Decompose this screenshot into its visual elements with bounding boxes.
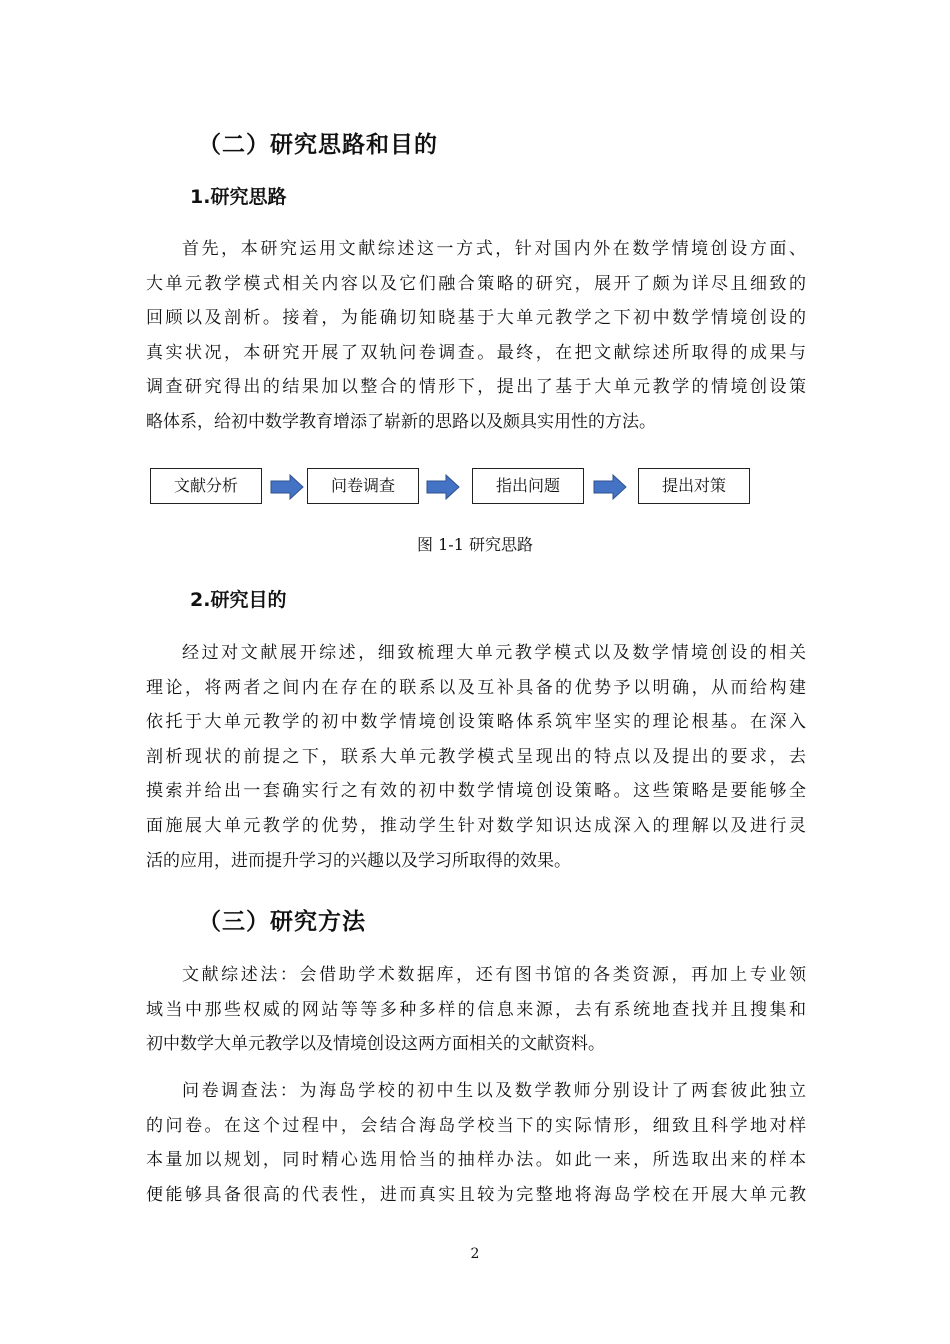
page-number: 2 <box>470 1246 480 1262</box>
subsection-heading-research-idea: 1.研究思路 <box>190 186 287 208</box>
figure-caption: 图 1-1 研究思路 <box>417 535 533 554</box>
text-line: 面施展大单元教学的优势，推动学生针对数学知识达成深入的理解以及进行灵 <box>146 815 806 836</box>
research-flow-diagram <box>150 468 750 506</box>
text-line: 活的应用，进而提升学习的兴趣以及学习所取得的效果。 <box>146 850 571 871</box>
text-line: 剖析现状的前提之下，联系大单元教学模式呈现出的特点以及提出的要求，去 <box>146 746 806 767</box>
text-line: 回顾以及剖析。接着，为能确切知晓基于大单元教学之下初中数学情境创设的 <box>146 308 806 329</box>
paragraph-research-idea <box>146 232 806 440</box>
text-line: 便能够具备很高的代表性，进而真实且较为完整地将海岛学校在开展大单元教 <box>146 1184 806 1205</box>
arrow-right-icon <box>593 474 627 500</box>
arrow-right-icon <box>270 474 304 500</box>
text-line: 依托于大单元教学的初中数学情境创设策略体系筑牢坚实的理论根基。在深入 <box>146 712 806 733</box>
text-line: 略体系，给初中数学教育增添了崭新的思路以及颇具实用性的方法。 <box>146 411 656 432</box>
text-line: 域当中那些权威的网站等等多种多样的信息来源，去有系统地查找并且搜集和 <box>146 999 806 1020</box>
text-line: 摸索并给出一套确实行之有效的初中数学情境创设策略。这些策略是要能够全 <box>146 781 806 802</box>
text-line: 理论，将两者之间内在存在的联系以及互补具备的优势予以明确，从而给构建 <box>146 677 806 698</box>
flow-step-identify-problems: 指出问题 <box>472 468 584 504</box>
flow-step-literature-analysis: 文献分析 <box>150 468 262 504</box>
text-line: 问卷调查法：为海岛学校的初中生以及数学教师分别设计了两套彼此独立 <box>182 1081 806 1101</box>
paragraph-questionnaire-method <box>146 1074 806 1212</box>
text-line: 经过对文献展开综述，细致梳理大单元教学模式以及数学情境创设的相关 <box>182 643 806 663</box>
text-line: 大单元教学模式相关内容以及它们融合策略的研究，展开了颇为详尽且细致的 <box>146 273 806 294</box>
subsection-heading-research-purpose: 2.研究目的 <box>190 589 287 611</box>
section-heading-3: （三）研究方法 <box>198 909 366 935</box>
text-line: 初中数学大单元教学以及情境创设这两方面相关的文献资料。 <box>146 1034 605 1055</box>
section-heading-2: （二）研究思路和目的 <box>198 132 438 158</box>
flow-step-propose-solutions: 提出对策 <box>638 468 750 504</box>
text-line: 调查研究得出的结果加以整合的情形下，提出了基于大单元教学的情境创设策 <box>146 377 806 398</box>
text-line: 本量加以规划，同时精心选用恰当的抽样办法。如此一来，所选取出来的样本 <box>146 1150 806 1171</box>
text-line: 的问卷。在这个过程中，会结合海岛学校当下的实际情形，细致且科学地对样 <box>146 1115 806 1136</box>
text-line: 真实状况，本研究开展了双轨问卷调查。最终，在把文献综述所取得的成果与 <box>146 342 806 363</box>
paragraph-literature-method <box>146 958 806 1062</box>
arrow-right-icon <box>426 474 460 500</box>
flow-step-questionnaire: 问卷调查 <box>307 468 419 504</box>
text-line: 文献综述法：会借助学术数据库，还有图书馆的各类资源，再加上专业领 <box>182 965 806 985</box>
paragraph-research-purpose <box>146 636 806 878</box>
text-line: 首先，本研究运用文献综述这一方式，针对国内外在数学情境创设方面、 <box>182 239 806 259</box>
